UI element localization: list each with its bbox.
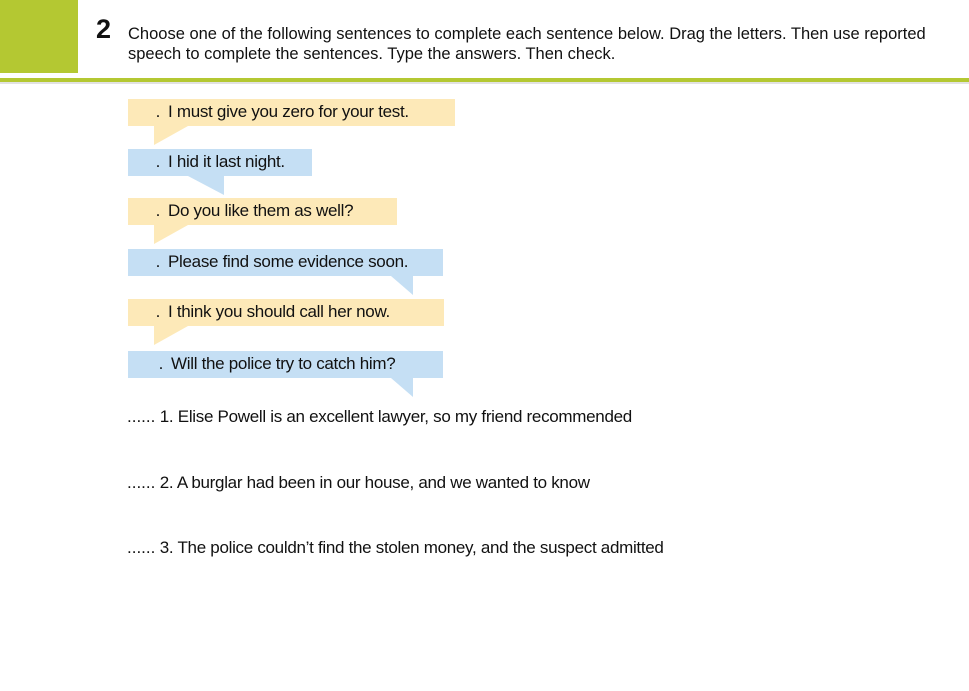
question-text: 2. A burglar had been in our house, and we wanted to know <box>159 473 590 492</box>
question-1 <box>127 407 632 427</box>
drag-slot[interactable]: . <box>158 354 163 373</box>
question-text: 3. The police couldn’t find the stolen money, and the suspect admitted <box>159 538 664 557</box>
exercise-instructions: Choose one of the following sentences to complete each sentence below. Drag the letters. Then use reported speech to complete the sentences. Type the answers. Then check. <box>128 25 926 63</box>
drag-slot[interactable]: . <box>155 201 160 220</box>
option-text: Will the police try to catch him? <box>171 354 396 373</box>
drag-slot[interactable]: . <box>155 102 160 121</box>
drag-slot[interactable]: . <box>155 152 160 171</box>
question-3 <box>127 538 664 558</box>
exercise-number: 2 <box>96 14 112 44</box>
question-text: 1. Elise Powell is an excellent lawyer, so my friend recommended <box>159 407 632 426</box>
option-bubble-5[interactable] <box>128 299 444 326</box>
drag-slot[interactable]: . <box>155 252 160 271</box>
option-bubble-2[interactable] <box>128 149 312 176</box>
option-text: Do you like them as well? <box>168 201 354 220</box>
option-text: I must give you zero for your test. <box>168 102 409 121</box>
answer-drop-slot[interactable]: ...... <box>127 473 156 492</box>
option-bubble-3[interactable] <box>128 198 397 225</box>
header-divider-shadow <box>0 82 969 84</box>
drag-slot[interactable]: . <box>155 302 160 321</box>
question-2 <box>127 473 590 493</box>
option-text: I hid it last night. <box>168 152 285 171</box>
option-bubble-6[interactable] <box>128 351 443 378</box>
answer-drop-slot[interactable]: ...... <box>127 538 156 557</box>
accent-block <box>0 0 78 73</box>
option-text: I think you should call her now. <box>168 302 390 321</box>
option-bubble-1[interactable] <box>128 99 455 126</box>
exercise-header <box>0 0 969 84</box>
answer-drop-slot[interactable]: ...... <box>127 407 156 426</box>
option-bubble-4[interactable] <box>128 249 443 276</box>
option-text: Please find some evidence soon. <box>168 252 409 271</box>
